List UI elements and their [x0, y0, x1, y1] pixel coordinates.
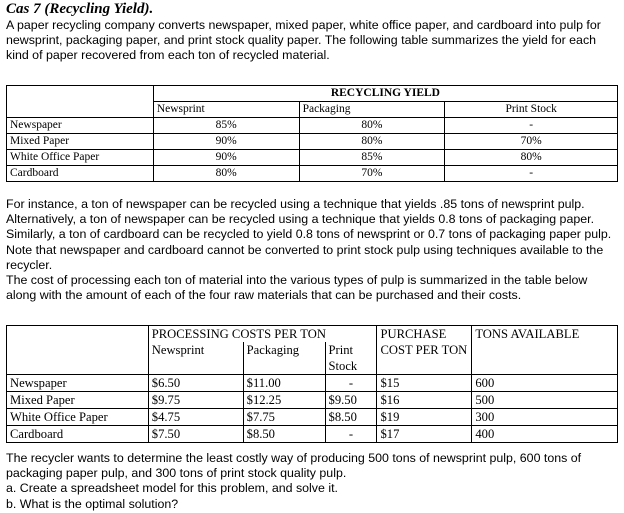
table-row — [7, 426, 618, 443]
cost-cell: $11.00 — [243, 375, 325, 392]
recycling-yield-table — [6, 85, 618, 182]
table-row — [7, 166, 618, 182]
row-label: Newspaper — [7, 118, 154, 134]
cost-cell: $12.25 — [243, 392, 325, 409]
purchase-cell: $17 — [377, 426, 472, 443]
yield-cell: 70% — [445, 134, 618, 150]
cost-corner-cell — [7, 326, 149, 375]
yield-group-header: RECYCLING YIELD — [153, 86, 617, 102]
purchase-cell: $15 — [377, 375, 472, 392]
row-label: Mixed Paper — [7, 392, 149, 409]
row-label: Cardboard — [7, 426, 149, 443]
cost-cell: $9.50 — [325, 392, 377, 409]
tons-cell: 300 — [472, 409, 618, 426]
cost-cell: $9.75 — [148, 392, 243, 409]
tons-cell: 500 — [472, 392, 618, 409]
table-row — [7, 375, 618, 392]
yield-cell: 85% — [299, 150, 445, 166]
cost-intro-text: The cost of processing each ton of material into the various types of pulp is summarized in the table below along with the amount of each of the four raw materials that can be purchased and their costs. — [6, 273, 588, 303]
yield-cell: 85% — [153, 118, 299, 134]
question-paragraph — [6, 451, 618, 512]
cost-cell: $4.75 — [148, 409, 243, 426]
tons-cell: 400 — [472, 426, 618, 443]
cost-col-header: Packaging — [243, 342, 325, 375]
row-label: White Office Paper — [7, 409, 149, 426]
yield-cell: 80% — [445, 150, 618, 166]
question-text: The recycler wants to determine the least costly way of producing 500 tons of newsprint pulp, 600 tons of packaging paper pulp, and 300 tons of print stock quality pulp. — [6, 451, 582, 481]
yield-cell: 80% — [153, 166, 299, 182]
example-text: For instance, a ton of newspaper can be recycled using a technique that yields .85 tons of newsprint pulp. Alternatively, a ton of newspaper can be recycled using a technique that yields 0.8 tons of packaging paper. Similarly, a ton of cardboard can be recycled to yield 0.8 tons of newsprint or 0.7 tons of packaging paper pulp. Note that newspaper and cardboard cannot be converted to print stock pulp using techniques available to the recycler. — [6, 197, 612, 272]
yield-cell: - — [445, 118, 618, 134]
yield-cell: 80% — [299, 134, 445, 150]
table-row — [7, 392, 618, 409]
table-row — [7, 134, 618, 150]
yield-col-header: Packaging — [299, 102, 445, 118]
yield-col-header: Newsprint — [153, 102, 299, 118]
cost-cell: $8.50 — [243, 426, 325, 443]
intro-paragraph: A paper recycling company converts newspaper, mixed paper, white office paper, and cardboard into pulp for newsprint, packaging paper, and print stock quality paper. The following table summarizes the yield for each kind of paper recovered from each ton of recycled material. — [6, 18, 601, 63]
example-paragraph — [6, 197, 618, 303]
tons-available-header: TONS AVAILABLE — [472, 326, 618, 375]
cost-cell: $7.75 — [243, 409, 325, 426]
purchase-cost-header: PURCHASE COST PER TON — [377, 326, 472, 375]
case-title: Cas 7 (Recycling Yield). — [6, 1, 154, 17]
tons-cell: 600 — [472, 375, 618, 392]
question-b: b. What is the optimal solution? — [6, 496, 179, 511]
cost-group-header: PROCESSING COSTS PER TON — [148, 326, 377, 343]
cost-cell: $6.50 — [148, 375, 243, 392]
yield-cell: - — [445, 166, 618, 182]
table-row — [7, 118, 618, 134]
row-label: Newspaper — [7, 375, 149, 392]
cost-cell: - — [325, 426, 377, 443]
purchase-cell: $16 — [377, 392, 472, 409]
yield-corner-cell — [7, 86, 154, 102]
row-label: White Office Paper — [7, 150, 154, 166]
cost-cell: $7.50 — [148, 426, 243, 443]
question-a: a. Create a spreadsheet model for this problem, and solve it. — [6, 481, 338, 496]
table-row — [7, 150, 618, 166]
yield-corner-cell-2 — [7, 102, 154, 118]
cost-col-header: Newsprint — [148, 342, 243, 375]
yield-col-header: Print Stock — [445, 102, 618, 118]
table-row — [7, 409, 618, 426]
yield-cell: 90% — [153, 134, 299, 150]
yield-cell: 80% — [299, 118, 445, 134]
purchase-cell: $19 — [377, 409, 472, 426]
row-label: Mixed Paper — [7, 134, 154, 150]
cost-cell: $8.50 — [325, 409, 377, 426]
processing-cost-table — [6, 325, 618, 443]
yield-cell: 90% — [153, 150, 299, 166]
yield-cell: 70% — [299, 166, 445, 182]
cost-cell: - — [325, 375, 377, 392]
cost-col-header: Print Stock — [325, 342, 377, 375]
row-label: Cardboard — [7, 166, 154, 182]
